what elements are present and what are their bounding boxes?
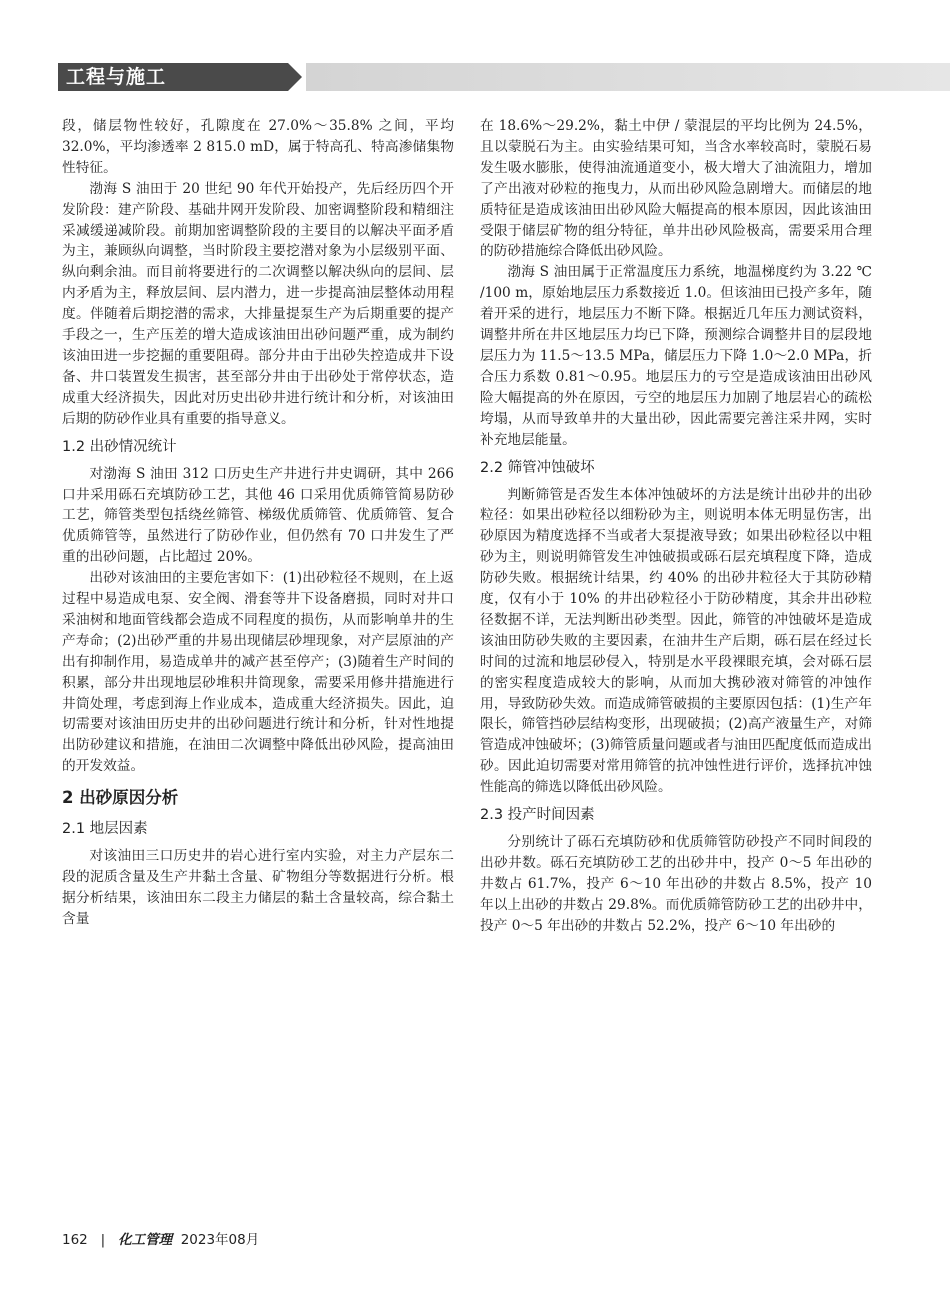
paragraph: 段，储层物性较好，孔隙度在 27.0%～35.8% 之间，平均 32.0%，平均渗透率 2 815.0 mD，属于特高孔、特高渗储集物性特征。: [62, 118, 454, 176]
paragraph: 对渤海 S 油田 312 口历史生产井进行井史调研，其中 266 口井采用砾石充填防砂工艺，其他 46 口采用优质筛管简易防砂工艺，筛管类型包括绕丝筛管、梯级优质筛管、优质筛管、复合优质筛管等，虽然进行了防砂作业，但仍然有 70 口井发生了严重的出砂问题，占比超过 20%。: [62, 465, 454, 566]
section-header-title: 工程与施工: [66, 66, 167, 88]
paragraph: 渤海 S 油田属于正常温度压力系统，地温梯度约为 3.22 ℃ /100 m，原始地层压力系数接近 1.0。但该油田已投产多年，随着开采的进行，地层压力不断下降。根据近几年压力测试资料，调整井所在井区地层压力均已下降，预测综合调整井目的层段地层压力为 11.5～13.5 MPa，储层压力下降 1.0～2.0 MPa，折合压力系数 0.81～0.95。地层压力的亏空是造成该油田出砂风险大幅提高的外在原因，亏空的地层压力加剧了地层岩心的疏松垮塌，从而导致单井的大量出砂，因此需要完善注采井网，实时补充地层能量。: [480, 264, 872, 448]
section-heading-2: 2 出砂原因分析: [62, 788, 179, 808]
section-heading-2-2: 2.2 筛管冲蚀破坏: [480, 459, 595, 476]
paragraph: 对该油田三口历史井的岩心进行室内实验，对主力产层东二段的泥质含量及生产井黏土含量、矿物组分等数据进行分析。根据分析结果，该油田东二段主力储层的黏土含量较高，综合黏土含量: [62, 848, 454, 927]
header-arrow: [288, 63, 302, 91]
page-number: 162: [62, 1232, 88, 1248]
section-heading-1-2: 1.2 出砂情况统计: [62, 438, 177, 455]
issue-date: 2023年08月: [180, 1232, 260, 1248]
journal-name: 化工管理: [118, 1232, 173, 1248]
right-column: [480, 116, 872, 937]
page-footer: [62, 1228, 259, 1248]
paragraph: 分别统计了砾石充填防砂和优质筛管防砂投产不同时间段的出砂井数。砾石充填防砂工艺的出砂井中，投产 0～5 年出砂的井数占 61.7%，投产 6～10 年出砂的井数占 8.5%，投产 10 年以上出砂的井数占 29.8%。而优质筛管防砂工艺的出砂井中，投产 0～5 年出砂的井数占 52.2%，投产 6～10 年出砂的: [480, 834, 872, 934]
paragraph: 渤海 S 油田于 20 世纪 90 年代开始投产，先后经历四个开发阶段：建产阶段、基础井网开发阶段、加密调整阶段和精细注采减缓递减阶段。前期加密调整阶段的主要目的以解决平面矛盾为主，兼顾纵向调整，当时阶段主要挖潜对象为小层级别平面、纵向剩余油。而目前将要进行的二次调整以解决纵向的层间、层内矛盾为主，释放层间、层内潜力，进一步提高油层整体动用程度。伴随着后期挖潜的需求，大排量提泵生产为后期重要的提产手段之一，生产压差的增大造成该油田出砂问题严重，成为制约该油田进一步挖掘的重要阻碍。部分井由于出砂失控造成井下设备、井口装置发生损害，甚至部分井由于出砂处于常停状态，造成重大经济损失，因此对历史出砂井进行统计和分析，对该油田后期的防砂作业具有重要的指导意义。: [62, 180, 454, 427]
paragraph: 出砂对该油田的主要危害如下：(1)出砂粒径不规则，在上返过程中易造成电泵、安全阀、滑套等井下设备磨损，同时对井口采油树和地面管线都会造成不同程度的损伤，从而影响单井的生产寿命；(2)出砂严重的井易出现储层砂埋现象，对产层原油的产出有抑制作用，易造成单井的减产甚至停产；(3)随着生产时间的积累，部分井出现地层砂堆积井筒现象，需要采用修井措施进行井筒处理，考虑到海上作业成本，造成重大经济损失。因此，迫切需要对该油田历史井的出砂问题进行统计和分析，针对性地提出防砂建议和措施，在油田二次调整中降低出砂风险，提高油田的开发效益。: [62, 570, 454, 775]
section-heading-2-1: 2.1 地层因素: [62, 821, 148, 838]
section-heading-2-3: 2.3 投产时间因素: [480, 807, 595, 824]
paragraph: 判断筛管是否发生本体冲蚀破坏的方法是统计出砂井的出砂粒径：如果出砂粒径以细粉砂为主，则说明本体无明显伤害，出砂原因为精度选择不当或者大泵提液导致；如果出砂粒径以中粗砂为主，则说明筛管发生冲蚀破损或砾石层充填程度下降，造成防砂失败。根据统计结果，约 40% 的出砂井粒径大于其防砂精度，仅有小于 10% 的井出砂粒径小于防砂精度，其余井出砂粒径数据不详，无法判断出砂类型。因此，筛管的冲蚀破坏是造成该油田防砂失败的主要因素，在油井生产后期，砾石层在经过长时间的过流和地层砂侵入，特别是水平段裸眼充填，会对砾石层的密实程度造成较大的影响，从而加大携砂液对筛管的冲蚀作用，导致防砂失效。而造成筛管破损的主要原因包括：(1)生产年限长，筛管挡砂层结构变形，出现破损；(2)高产液量生产，对筛管造成冲蚀破坏；(3)筛管质量问题或者与油田匹配度低而造成出砂。因此迫切需要对常用筛管的抗冲蚀性进行评价，选择抗冲蚀性能高的筛选以降低出砂风险。: [480, 486, 872, 796]
header-light-bar: [306, 63, 950, 91]
left-column: [62, 116, 454, 930]
footer-separator: |: [100, 1232, 106, 1248]
paragraph: 在 18.6%～29.2%，黏土中伊 / 蒙混层的平均比例为 24.5%，且以蒙脱石为主。由实验结果可知，当含水率较高时，蒙脱石易发生吸水膨胀，使得油流通道变小，极大增大了油流阻力，增加了产出液对砂粒的拖曳力，从而出砂风险急剧增大。而储层的地质特征是造成该油田出砂风险大幅提高的根本原因，因此该油田受限于储层矿物的组分特征，单井出砂风险极高，需要采用合理的防砂措施综合降低出砂风险。: [480, 118, 872, 260]
